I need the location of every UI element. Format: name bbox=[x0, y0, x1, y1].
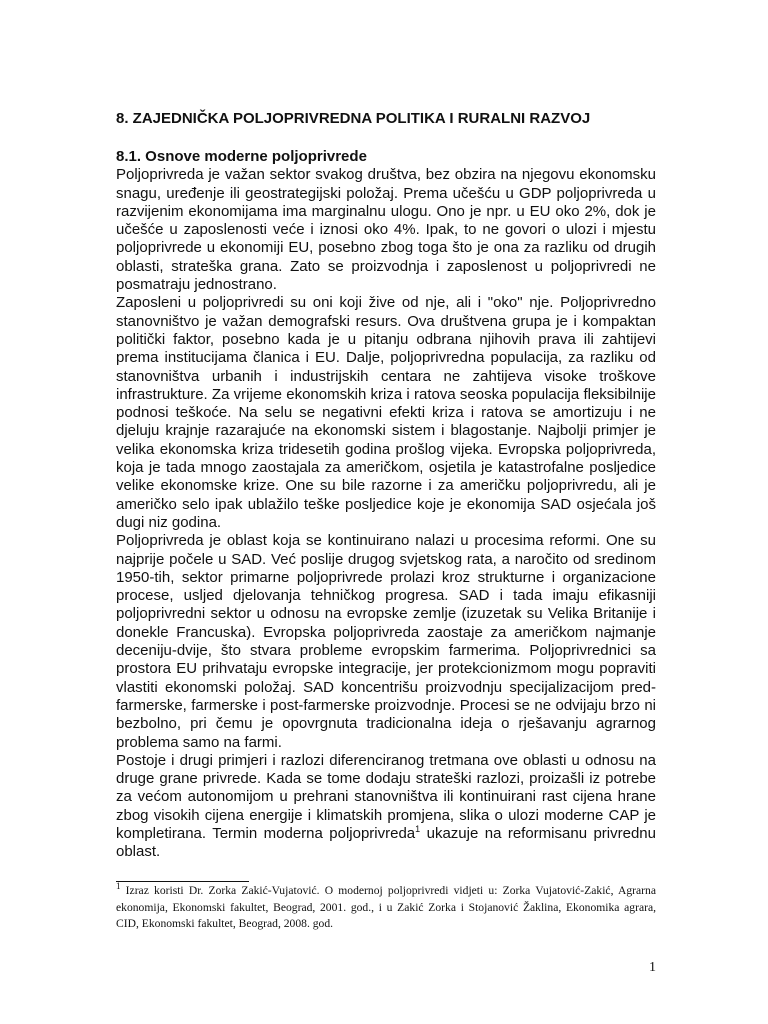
paragraph-text: Postoje i drugi primjeri i razlozi diferenciranog tretmana ove oblasti u odnosu na druge grane privrede. Kada se tome dodaju strateški razlozi, proizašli iz potrebe za većom autonomijom u prehrani stanovništva ili kontinuirani rast cijena hrane zbog visokih cijena energije i klimatskih promjena, slika o ulozi moderne CAP je kompletirana. Termin moderna poljoprivreda bbox=[116, 751, 656, 842]
section-title: 8.1. Osnove moderne poljoprivrede bbox=[116, 148, 367, 165]
section-body bbox=[116, 148, 656, 862]
paragraph-text: ukazuje na reformisanu privrednu oblast. bbox=[116, 824, 656, 861]
paragraph: Zaposleni u poljoprivredi su oni koji žive od nje, ali i "oko" nje. Poljoprivredno stanovništvo je važan demografski resurs. Ova društvena grupa je i kompaktan politički faktor, posebno kada je u pitanju odbrana njihovih prava ili zahtijevi prema institucijama članica i EU. Dalje, poljoprivredna populacija, za razliku od stanovništva urbanih i industrijskih centara ne zahtijeva visoke troškove infrastrukture. Za vrijeme ekonomskih kriza i ratova seoska populacija fleksibilnije podnosi teškoće. Na selu se negativni efekti kriza i ratova se amortizuju i ne djeluju krajnje razarajuće na ekonomski sistem i blagostanje. Najbolji primjer je velika ekonomska kriza tridesetih godina prošlog vijeka. Evropska poljoprivreda, koja je tada mnogo zaostajala za američkom, osjetila je katastrofalne posljedice velike ekonomske krize. One su bile razorne i za američku poljoprivredu, ali je američko selo ipak ublažilo teške posljedice koje je ekonomija SAD osjećala još dugi niz godina. bbox=[116, 294, 656, 531]
chapter-title: 8. ZAJEDNIČKA POLJOPRIVREDNA POLITIKA I RURALNI RAZVOJ bbox=[116, 110, 591, 127]
paragraph: Poljoprivreda je važan sektor svakog društva, bez obzira na njegovu ekonomsku snagu, uređenje ili geostrategijski položaj. Prema učešću u GDP poljoprivreda u razvijenim ekonomijama ima marginalnu ulogu. Ono je npr. u EU oko 2%, dok je učešće u zaposlenosti veće i iznosi oko 4%. Ipak, to ne govori o ulozi i mjestu poljoprivrede u ekonomiji EU, posebno zbog toga što je ona za razliku od drugih oblasti, strateška grana. Zato se proizvodnja i zaposlenost u poljoprivredi ne posmatraju jednostrano. bbox=[116, 166, 656, 294]
paragraph-with-footnote-ref bbox=[116, 752, 656, 862]
footnote-text: Izraz koristi Dr. Zorka Zakić-Vujatović. O modernoj poljoprivredi vidjeti u: Zorka Vujatović-Zakić, Agrarna ekonomija, Ekonomski fakultet, Beograd, 2001. god., i u Zakić Zorka i Stojanović Žaklina, Ekonomika agrara, CID, Ekonomski fakultet, Beograd, 2008. god. bbox=[116, 884, 656, 930]
footnote bbox=[116, 883, 656, 933]
footnote-marker: 1 bbox=[116, 881, 121, 892]
page-number: 1 bbox=[649, 960, 656, 975]
footnote-separator bbox=[116, 881, 249, 882]
footnote-reference[interactable]: 1 bbox=[415, 823, 421, 834]
paragraph: Poljoprivreda je oblast koja se kontinuirano nalazi u procesima reformi. One su najprije počele u SAD. Već poslije drugog svjetskog rata, a naročito od sredinom 1950-tih, sektor primarne poljoprivrede prolazi kroz strukturne i organizacione procese, usljed djelovanja tehničkog progresa. SAD i tada imaju efikasniji poljoprivredni sektor u odnosu na evropske zemlje (izuzetak su Velika Britanije i donekle Francuska). Evropska poljoprivreda zaostaje za američkom najmanje deceniju-dvije, što stvara probleme evropskim farmerima. Poljoprivrednici sa prostora EU prihvataju evropske integracije, jer protekcionizmom mogu popraviti vlastiti ekonomski položaj. SAD koncentrišu proizvodnju specijalizacijom pred-farmerske, farmerske i post-farmerske proizvodnje. Procesi se ne odvijaju brzo ni bezbolno, pri čemu je opovrgnuta tradicionalna ideja o rješavanju agrarnog problema samo na farmi. bbox=[116, 532, 656, 751]
